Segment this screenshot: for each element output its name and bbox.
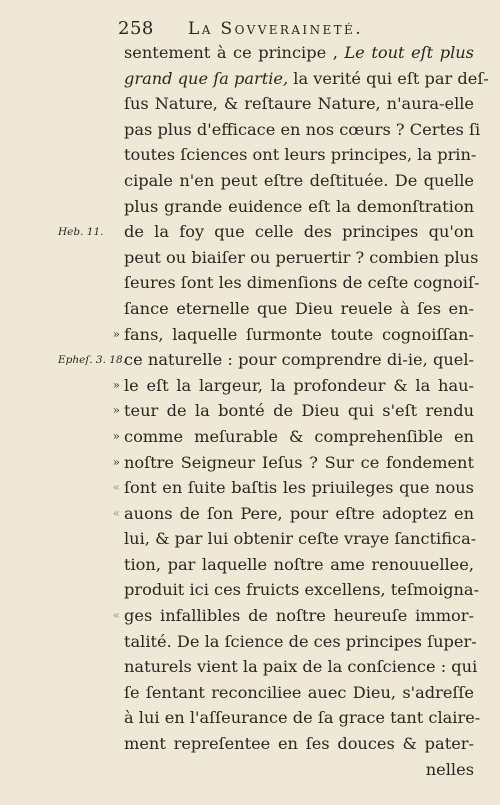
- line-text-main: ſont en ſuite baſtis les priuileges que nous: [124, 478, 474, 498]
- line-text-main: toutes ſciences ont leurs principes, la prin-: [124, 145, 477, 165]
- text-line: [124, 66, 489, 92]
- line-text: [124, 731, 474, 757]
- line-text: [124, 347, 474, 373]
- line-text: [124, 142, 477, 168]
- line-text: [124, 603, 474, 629]
- line-text: [124, 66, 489, 92]
- line-text: [124, 450, 474, 476]
- line-text-main: fans, laquelle ſurmonte toute cognoiſſan-: [124, 324, 474, 344]
- line-text-main: tion, par laquelle noſtre ame renouuellee,: [124, 554, 474, 574]
- margin-reference: Epheſ. 3. 18.: [58, 354, 126, 367]
- line-text: [124, 322, 474, 348]
- body-text: [58, 40, 489, 782]
- line-text-main: ges infallibles de noſtre heureuſe immor-: [124, 606, 474, 626]
- line-text-main: nelles: [425, 759, 474, 779]
- line-text-main: cipale n'en peut eſtre deſtituée. De quelle: [124, 170, 474, 190]
- text-line: [124, 168, 474, 194]
- text-line: [124, 91, 474, 117]
- line-text: [124, 194, 474, 220]
- text-line: [124, 194, 474, 220]
- running-head: La Sovveraineté.: [188, 19, 363, 39]
- quotation-marker: «: [112, 608, 120, 623]
- line-text-main: le eſt la largeur, la profondeur & la hau-: [124, 375, 474, 395]
- line-text-main: à lui en l'aſſeurance de ſa grace tant claire-: [124, 708, 481, 728]
- quotation-marker: »: [112, 454, 120, 469]
- text-line: [112, 450, 474, 476]
- line-text-main: noſtre Seigneur Ieſus ? Sur ce fondement: [124, 452, 474, 472]
- line-text: [124, 475, 474, 501]
- line-text: [124, 270, 480, 296]
- line-text-main: sentement à ce principe ,: [124, 43, 338, 62]
- line-text-main: ment repreſentee en ſes douces & pater-: [124, 734, 474, 754]
- quotation-marker: «: [112, 480, 120, 495]
- line-text-main: lui, & par lui obtenir ceſte vraye ſanctifica-: [124, 529, 477, 549]
- text-line: [124, 705, 481, 731]
- text-line: [124, 757, 474, 783]
- text-line: [58, 347, 474, 373]
- line-text-main: ce naturelle : pour comprendre di-ie, quel-: [124, 350, 474, 370]
- line-text-main: peut ou biaiſer ou peruertir ? combien plus: [124, 247, 479, 267]
- text-line: [124, 577, 480, 603]
- line-text-rest: la verité qui eſt par deſ-: [288, 68, 489, 88]
- text-line: [124, 40, 474, 66]
- line-text-main: talité. De la ſcience de ces principes ſuper-: [124, 631, 477, 651]
- line-text: [124, 526, 477, 552]
- text-line: [112, 501, 474, 527]
- line-text-main: de la foy que celle des principes qu'on: [124, 222, 474, 242]
- line-text-main: auons de ſon Pere, pour eſtre adoptez en: [124, 503, 474, 523]
- line-text-main: ſus Nature, & reſtaure Nature, n'aura-elle: [124, 94, 474, 114]
- line-text: [124, 373, 474, 399]
- line-text: [124, 501, 474, 527]
- line-text: [124, 40, 474, 66]
- line-text: [124, 424, 474, 450]
- line-text: [124, 245, 479, 271]
- line-text: [124, 91, 474, 117]
- line-text-main: naturels vient la paix de la conſcience : qui: [124, 657, 478, 677]
- line-text-main: produit ici ces fruicts excellens, teſmoigna-: [124, 580, 480, 600]
- line-text-main: comme meſurable & comprehenſible en: [124, 426, 474, 446]
- text-line: [124, 270, 480, 296]
- line-text: [124, 680, 474, 706]
- quotation-marker: »: [112, 377, 120, 392]
- text-line: [124, 629, 477, 655]
- text-line: [124, 680, 474, 706]
- text-line: [124, 654, 478, 680]
- line-text: [124, 168, 474, 194]
- line-text: [124, 552, 474, 578]
- quotation-marker: »: [112, 428, 120, 443]
- line-text: [124, 577, 480, 603]
- quotation-marker: »: [112, 403, 120, 418]
- text-line: [124, 526, 477, 552]
- text-line: [124, 731, 474, 757]
- text-line: [112, 475, 474, 501]
- line-text: [124, 398, 474, 424]
- line-text-main: plus grande euidence eſt la demonſtration: [124, 196, 474, 216]
- text-line: [124, 142, 477, 168]
- page-number: 258: [118, 18, 154, 39]
- text-line: [124, 552, 474, 578]
- text-line: [112, 322, 474, 348]
- line-text-main: teur de la bonté de Dieu qui s'eſt rendu: [124, 401, 474, 421]
- text-line: [112, 603, 474, 629]
- text-line: [58, 219, 474, 245]
- text-line: [112, 373, 474, 399]
- line-text-main: ſeures ſont les dimenſions de ceſte cognoiſ-: [124, 273, 480, 293]
- text-line: [124, 296, 474, 322]
- text-line: [112, 424, 474, 450]
- italic-phrase: grand que ſa partie,: [124, 68, 289, 88]
- line-text-main: ſance eternelle que Dieu reuele à ſes en-: [124, 298, 474, 318]
- line-text-main: pas plus d'efficace en nos cœurs ? Certes ſi: [124, 119, 481, 139]
- line-text: [124, 117, 481, 143]
- margin-reference: Heb. 11.: [58, 226, 104, 239]
- line-text: [124, 757, 474, 783]
- line-text: [124, 654, 478, 680]
- line-text-main: ſe ſentant reconciliee auec Dieu, s'adreſſe: [124, 682, 474, 702]
- quotation-marker: »: [112, 326, 120, 341]
- text-line: [112, 398, 474, 424]
- text-line: [124, 245, 479, 271]
- line-text: [124, 629, 477, 655]
- line-text: [124, 705, 481, 731]
- text-line: [124, 117, 481, 143]
- quotation-marker: «: [112, 505, 120, 520]
- line-text: [124, 219, 474, 245]
- italic-phrase: Le tout eſt plus: [337, 43, 474, 62]
- line-text: [124, 296, 474, 322]
